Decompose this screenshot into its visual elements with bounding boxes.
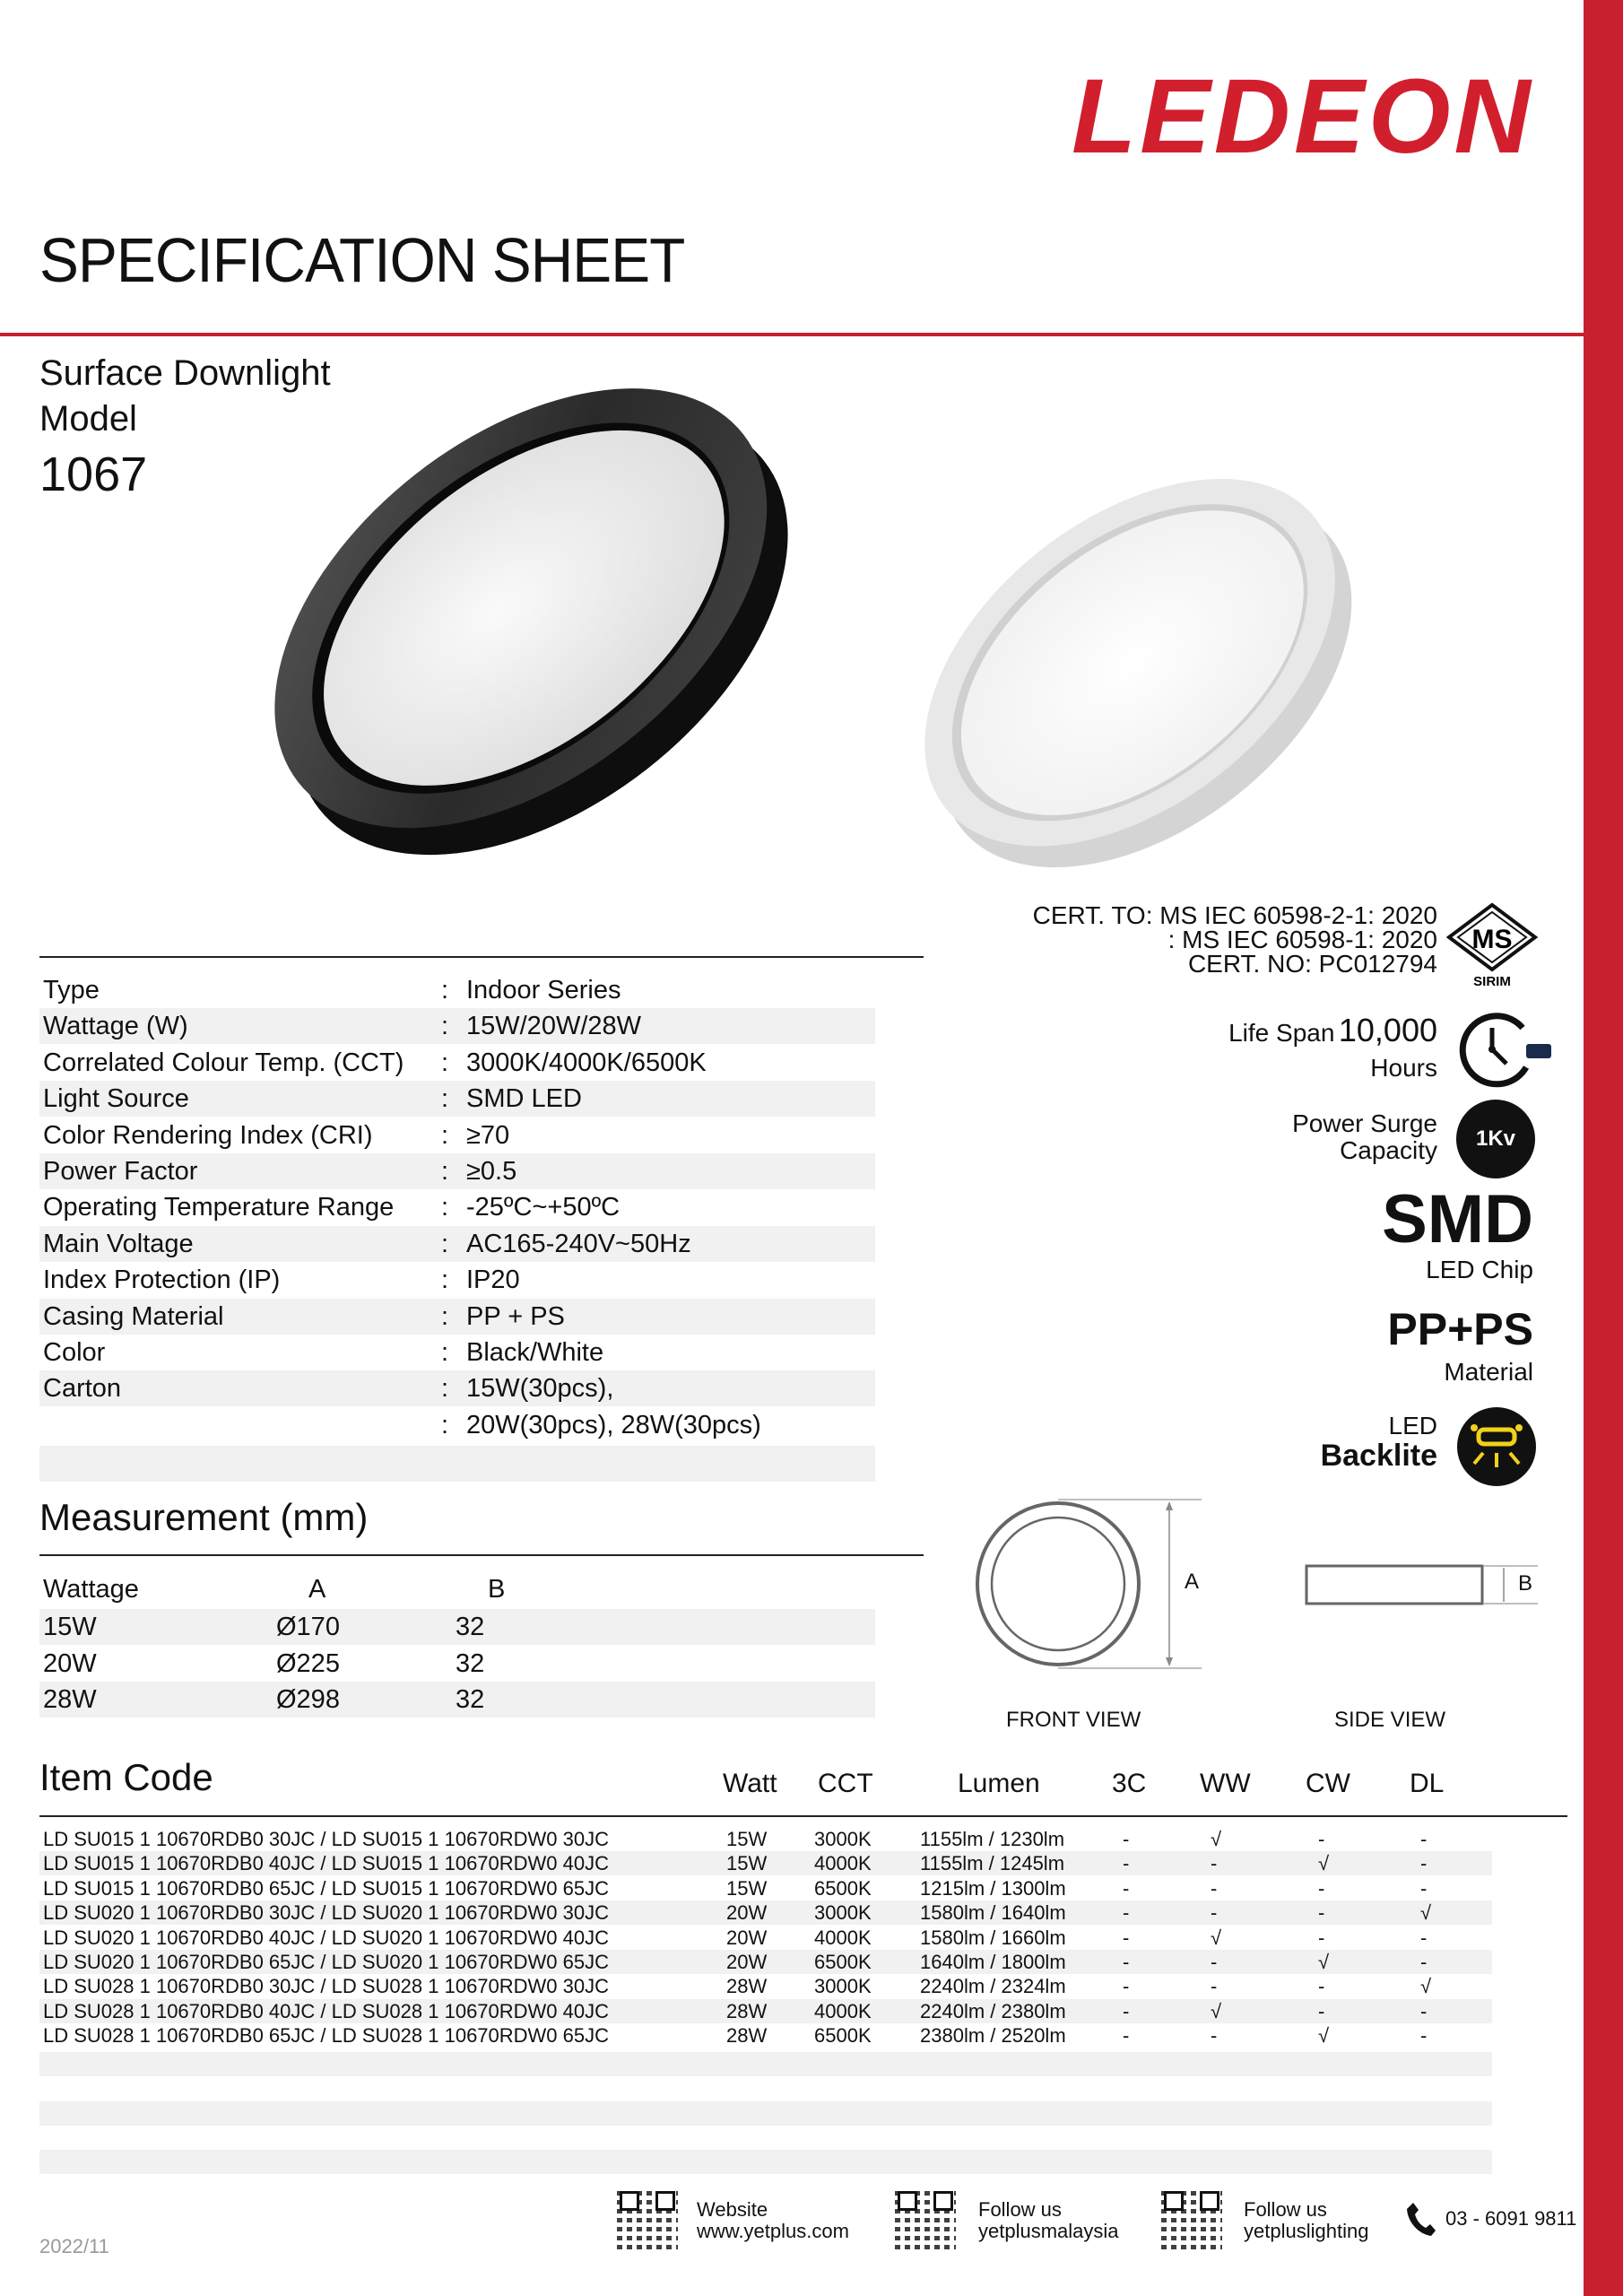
table-cell: LD SU020 1 10670RDB0 40JC / LD SU020 1 10670RDW0 40JC — [43, 1926, 610, 1949]
item-code-header-cell: WW — [1200, 1769, 1251, 1798]
website-qr-icon[interactable] — [617, 2188, 678, 2249]
table-cell: LD SU020 1 10670RDB0 65JC / LD SU020 1 10670RDW0 65JC — [43, 1951, 610, 1973]
brand-logo: LEDEON — [1072, 57, 1534, 176]
table-cell: LD SU020 1 10670RDB0 30JC / LD SU020 1 10670RDW0 30JC — [43, 1901, 610, 1925]
measurement-title: Measurement (mm) — [39, 1496, 369, 1538]
table-cell: LD SU015 1 10670RDB0 40JC / LD SU015 1 10670RDW0 40JC — [43, 1852, 610, 1875]
measurement-header-row — [39, 1571, 875, 1607]
measurement-cell: 32 — [456, 1613, 485, 1641]
side-view-drawing — [1305, 1562, 1538, 1605]
table-cell: - — [1420, 1926, 1428, 1949]
table-cell: 15W — [726, 1852, 768, 1875]
table-cell: - — [1318, 1828, 1325, 1850]
spec-key: Index Protection (IP) — [43, 1265, 281, 1295]
table-cell: 15W — [726, 1828, 768, 1850]
follow-label-1: Follow us — [978, 2198, 1062, 2221]
table-cell: LD SU028 1 10670RDB0 30JC / LD SU028 1 10670RDW0 30JC — [43, 1975, 610, 1998]
model-number: 1067 — [39, 448, 148, 501]
material-sub-text: Material — [1444, 1358, 1533, 1386]
follow-block-1 — [978, 2199, 1119, 2242]
table-cell: 28W — [726, 1975, 768, 1998]
spec-row — [39, 1370, 875, 1406]
table-cell: - — [1123, 1926, 1130, 1949]
spec-row — [39, 1226, 875, 1262]
front-dimension-label: A — [1185, 1570, 1200, 1594]
table-row — [39, 2023, 1492, 2048]
spec-value: SMD LED — [466, 1084, 582, 1114]
measurement-cell: 32 — [456, 1685, 485, 1714]
item-blank-row-2 — [39, 2101, 1492, 2126]
measurement-divider — [39, 1554, 924, 1556]
phone-number[interactable]: 03 - 6091 9811 — [1445, 2207, 1577, 2230]
spec-blank-row — [39, 1446, 875, 1482]
table-cell: √ — [1211, 1926, 1222, 1949]
spec-row — [39, 1118, 875, 1153]
table-cell: √ — [1318, 1951, 1330, 1973]
table-cell: - — [1123, 1901, 1130, 1925]
white-downlight-image — [883, 453, 1385, 883]
table-cell: - — [1420, 1876, 1428, 1900]
table-cell: - — [1420, 2024, 1428, 2048]
spec-colon: : — [441, 1048, 449, 1077]
table-cell: 20W — [726, 1951, 768, 1973]
measurement-header-cell: A — [308, 1575, 326, 1604]
table-cell: 1155lm / 1230lm — [920, 1828, 1065, 1850]
spec-value: Black/White — [466, 1338, 604, 1367]
table-cell: - — [1420, 1951, 1428, 1973]
table-cell: 4000K — [814, 1852, 872, 1875]
table-cell: √ — [1211, 1828, 1222, 1850]
website-label: Website — [697, 2198, 768, 2221]
item-code-header-cell: DL — [1410, 1769, 1445, 1798]
table-cell: √ — [1211, 1999, 1222, 2022]
table-cell: - — [1123, 1999, 1130, 2022]
follow-handle-1[interactable]: yetplusmalaysia — [978, 2220, 1119, 2242]
table-row — [39, 1950, 1492, 1974]
table-cell: - — [1123, 1975, 1130, 1998]
spec-row — [39, 972, 875, 1008]
table-cell: - — [1123, 2024, 1130, 2048]
item-code-header-cell: Lumen — [958, 1769, 1040, 1798]
lifespan-unit: Hours — [1370, 1054, 1437, 1082]
spec-colon: : — [441, 1229, 449, 1258]
spec-key: Main Voltage — [43, 1229, 194, 1258]
spec-key: Wattage (W) — [43, 1012, 188, 1041]
spec-value: IP20 — [466, 1265, 520, 1295]
table-cell: 2240lm / 2324lm — [920, 1975, 1066, 1998]
table-cell: 2380lm / 2520lm — [920, 2024, 1066, 2048]
table-cell: √ — [1420, 1901, 1432, 1925]
item-code-divider — [39, 1815, 1567, 1817]
table-cell: 3000K — [814, 1828, 872, 1850]
item-blank-row-3 — [39, 2150, 1492, 2174]
table-row — [39, 1827, 1492, 1851]
spec-colon: : — [441, 1265, 449, 1295]
sirim-cert-icon — [1444, 901, 1541, 989]
spec-key: Power Factor — [43, 1157, 198, 1186]
table-row — [39, 1900, 1492, 1925]
black-downlight-image — [229, 354, 829, 883]
table-cell: - — [1123, 1852, 1130, 1875]
spec-row — [39, 1262, 875, 1298]
table-cell: - — [1420, 1828, 1428, 1850]
page-title: SPECIFICATION SHEET — [39, 225, 685, 295]
table-cell: 3000K — [814, 1901, 872, 1925]
spec-key: Light Source — [43, 1084, 189, 1114]
spec-row — [39, 1045, 875, 1081]
measurement-cell: Ø170 — [276, 1613, 340, 1641]
table-row — [39, 1974, 1492, 1998]
measurement-row — [39, 1609, 875, 1645]
spec-value: 3000K/4000K/6500K — [466, 1048, 707, 1077]
table-cell: - — [1420, 1852, 1428, 1875]
measurement-row — [39, 1682, 875, 1718]
spec-row — [39, 1153, 875, 1189]
measurement-cell: Ø298 — [276, 1685, 340, 1714]
spec-colon: : — [441, 1084, 449, 1114]
spec-value: AC165-240V~50Hz — [466, 1229, 691, 1258]
spec-row — [39, 1335, 875, 1370]
table-cell: - — [1318, 1876, 1325, 1900]
item-code-header-cell: CW — [1306, 1769, 1350, 1798]
table-cell: 1580lm / 1660lm — [920, 1926, 1066, 1949]
item-code-header-cell: Watt — [723, 1769, 777, 1798]
table-cell: 2240lm / 2380lm — [920, 1999, 1066, 2022]
side-view-label: SIDE VIEW — [1334, 1708, 1446, 1732]
spec-value: ≥70 — [466, 1120, 510, 1150]
cert-line-3: CERT. NO: PC012794 — [1187, 950, 1437, 978]
accent-bar — [1584, 0, 1623, 2296]
spec-value: Indoor Series — [466, 976, 621, 1004]
surge-badge-icon: 1Kv — [1456, 1100, 1535, 1178]
table-cell: - — [1211, 1975, 1218, 1998]
spec-row — [39, 1081, 875, 1117]
table-cell: 6500K — [814, 2024, 872, 2048]
table-cell: 1640lm / 1800lm — [920, 1951, 1066, 1973]
measurement-cell: 28W — [43, 1685, 97, 1714]
website-block — [697, 2199, 849, 2242]
measurement-cell: Ø225 — [276, 1648, 340, 1678]
spec-colon: : — [441, 1374, 449, 1404]
table-cell: - — [1420, 1999, 1428, 2022]
table-row — [39, 1926, 1492, 1950]
spec-colon: : — [441, 1120, 449, 1150]
table-cell: 3000K — [814, 1975, 872, 1998]
table-cell: 28W — [726, 2024, 768, 2048]
website-url[interactable]: www.yetplus.com — [697, 2220, 849, 2242]
spec-key: Color — [43, 1338, 106, 1367]
table-row — [39, 1876, 1492, 1900]
table-cell: - — [1211, 1852, 1218, 1875]
surge-block — [1079, 1110, 1437, 1164]
measurement-row — [39, 1646, 875, 1682]
table-cell: 1215lm / 1300lm — [920, 1876, 1066, 1900]
spec-divider — [39, 956, 924, 958]
table-cell: - — [1211, 1876, 1218, 1900]
measurement-cell: 15W — [43, 1613, 97, 1641]
spec-colon: : — [441, 1193, 449, 1222]
table-cell: 20W — [726, 1926, 768, 1949]
spec-key: Type — [43, 976, 100, 1004]
phone-icon — [1406, 2201, 1436, 2237]
backlite-small-text: LED — [1388, 1412, 1437, 1439]
spec-value: -25ºC~+50ºC — [466, 1193, 621, 1222]
lifespan-value: 10,000 — [1338, 1012, 1437, 1048]
header-divider — [0, 333, 1584, 336]
table-cell: LD SU028 1 10670RDB0 40JC / LD SU028 1 10670RDW0 40JC — [43, 1999, 610, 2022]
sirim-badge-text: MS — [1471, 925, 1513, 954]
spec-value: 15W(30pcs), — [466, 1374, 614, 1404]
table-cell: LD SU015 1 10670RDB0 30JC / LD SU015 1 10670RDW0 30JC — [43, 1828, 610, 1850]
table-cell: 4000K — [814, 1999, 872, 2022]
table-cell: 1580lm / 1640lm — [920, 1901, 1066, 1925]
table-cell: 4000K — [814, 1926, 872, 1949]
table-row — [39, 1851, 1492, 1875]
surge-line-2: Capacity — [1340, 1136, 1437, 1164]
facebook-qr-icon-2[interactable] — [1161, 2188, 1222, 2249]
spec-key: Casing Material — [43, 1301, 224, 1331]
lifespan-block — [1079, 1012, 1437, 1083]
spec-value: ≥0.5 — [466, 1157, 517, 1186]
table-cell: 1155lm / 1245lm — [920, 1852, 1065, 1875]
measurement-cell: 20W — [43, 1648, 97, 1678]
model-label: Model — [39, 399, 137, 439]
item-blank-row-1 — [39, 2052, 1492, 2076]
cert-line-1: CERT. TO: MS IEC 60598-2-1: 2020 — [1032, 901, 1437, 929]
measurement-cell: 32 — [456, 1648, 485, 1678]
cert-line-2: : MS IEC 60598-1: 2020 — [1167, 926, 1437, 953]
spec-colon: : — [441, 976, 449, 1004]
spec-row — [39, 1299, 875, 1335]
table-cell: - — [1123, 1876, 1130, 1900]
follow-label-2: Follow us — [1244, 2198, 1327, 2221]
table-cell: √ — [1318, 1852, 1330, 1875]
facebook-qr-icon-1[interactable] — [895, 2188, 956, 2249]
front-view-label: FRONT VIEW — [1006, 1708, 1141, 1732]
backlite-icon — [1456, 1406, 1537, 1487]
spec-value: 20W(30pcs), 28W(30pcs) — [466, 1410, 761, 1439]
table-cell: - — [1318, 1999, 1325, 2022]
table-cell: - — [1318, 1975, 1325, 1998]
follow-block-2 — [1244, 2199, 1368, 2242]
table-cell: √ — [1318, 2024, 1330, 2048]
spec-key: Correlated Colour Temp. (CCT) — [43, 1048, 404, 1077]
table-cell: 6500K — [814, 1876, 872, 1900]
measurement-header-cell: B — [488, 1575, 506, 1604]
table-cell: - — [1211, 1951, 1218, 1973]
spec-row — [39, 1008, 875, 1044]
spec-row — [39, 1189, 875, 1225]
spec-colon: : — [441, 1012, 449, 1041]
chip-sub-text: LED Chip — [1426, 1256, 1533, 1283]
follow-handle-2[interactable]: yetpluslighting — [1244, 2220, 1369, 2242]
issue-date: 2022/11 — [39, 2235, 109, 2257]
item-code-header-cell: CCT — [818, 1769, 873, 1798]
table-cell: - — [1318, 1901, 1325, 1925]
sirim-badge-sub: SIRIM — [1473, 974, 1511, 989]
table-cell: 15W — [726, 1876, 768, 1900]
surge-line-1: Power Surge — [1292, 1109, 1437, 1137]
spec-colon: : — [441, 1338, 449, 1367]
table-cell: LD SU028 1 10670RDB0 65JC / LD SU028 1 10670RDW0 65JC — [43, 2024, 610, 2048]
spec-key: Operating Temperature Range — [43, 1193, 395, 1222]
spec-value: PP + PS — [466, 1301, 565, 1331]
product-category: Surface Downlight — [39, 353, 331, 393]
table-row — [39, 1999, 1492, 2023]
measurement-header-cell: Wattage — [43, 1575, 139, 1604]
backlite-big-text: Backlite — [1320, 1439, 1437, 1473]
clock-icon — [1454, 1008, 1555, 1091]
table-cell: 20W — [726, 1901, 768, 1925]
side-dimension-label: B — [1518, 1571, 1533, 1596]
table-cell: - — [1211, 1901, 1218, 1925]
spec-colon: : — [441, 1410, 449, 1439]
table-cell: 6500K — [814, 1951, 872, 1973]
table-cell: - — [1123, 1828, 1130, 1850]
front-view-drawing — [968, 1492, 1202, 1677]
chip-big-text: SMD — [1382, 1181, 1533, 1257]
table-cell: - — [1318, 1926, 1325, 1949]
table-cell: LD SU015 1 10670RDB0 65JC / LD SU015 1 10670RDW0 65JC — [43, 1876, 610, 1900]
spec-key: Color Rendering Index (CRI) — [43, 1120, 373, 1150]
item-code-header-cell: 3C — [1112, 1769, 1147, 1798]
table-cell: - — [1123, 1951, 1130, 1973]
spec-value: 15W/20W/28W — [466, 1012, 641, 1041]
spec-row — [39, 1407, 875, 1443]
spec-key: Carton — [43, 1374, 122, 1404]
table-cell: - — [1211, 2024, 1218, 2048]
spec-colon: : — [441, 1157, 449, 1186]
table-cell: √ — [1420, 1975, 1432, 1998]
cert-block — [971, 903, 1437, 976]
table-cell: 28W — [726, 1999, 768, 2022]
material-big-text: PP+PS — [1387, 1304, 1533, 1354]
item-code-title: Item Code — [39, 1756, 213, 1798]
spec-colon: : — [441, 1301, 449, 1331]
lifespan-label: Life Span — [1228, 1019, 1335, 1047]
